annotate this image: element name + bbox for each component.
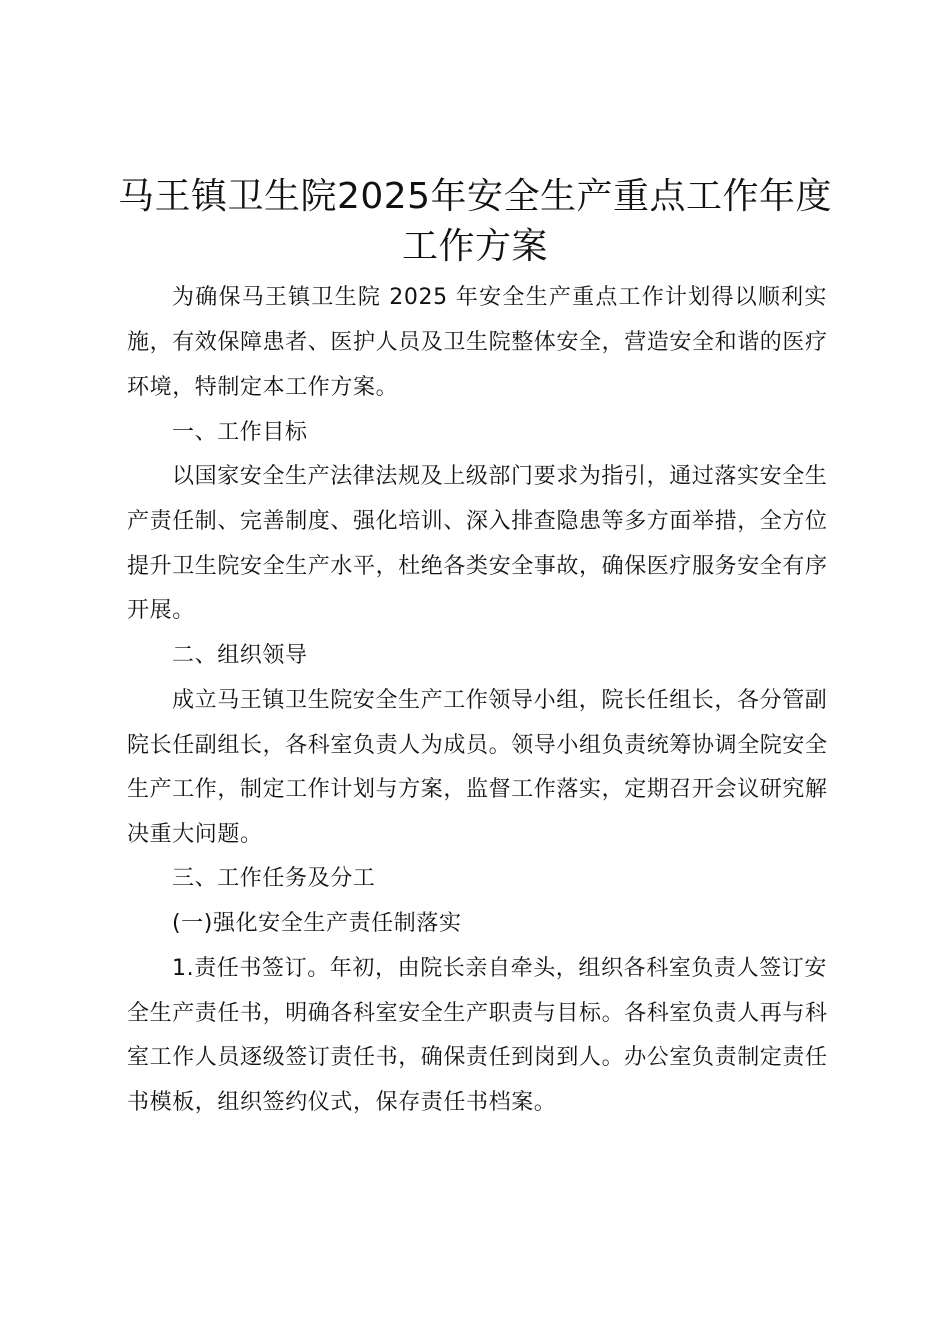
section-heading-goals: 一、工作目标	[172, 420, 308, 445]
paragraph-goals-line-2: 产责任制、完善制度、强化培训、深入排查隐患等多方面举措，全方位	[127, 509, 828, 534]
paragraph-intro-line-1: 为确保马王镇卫生院 2025 年安全生产重点工作计划得以顺利实	[172, 285, 827, 310]
paragraph-goals-line-1: 以国家安全生产法律法规及上级部门要求为指引，通过落实安全生	[172, 464, 828, 489]
paragraph-leadership-line-1: 成立马王镇卫生院安全生产工作领导小组，院长任组长，各分管副	[172, 688, 828, 713]
section-heading-tasks: 三、工作任务及分工	[172, 866, 376, 891]
paragraph-task-1-line-4: 书模板，组织签约仪式，保存责任书档案。	[127, 1090, 557, 1115]
paragraph-task-1-line-2: 全生产责任书，明确各科室安全生产职责与目标。各科室负责人再与科	[127, 1001, 828, 1026]
paragraph-task-1-line-1: 1.责任书签订。年初，由院长亲自牵头，组织各科室负责人签订安	[172, 956, 827, 981]
paragraph-goals-line-4: 开展。	[127, 598, 195, 623]
document-title-line-1: 马王镇卫生院2025年安全生产重点工作年度	[117, 176, 833, 217]
section-heading-leadership: 二、组织领导	[172, 643, 308, 668]
paragraph-intro-line-2: 施，有效保障患者、医护人员及卫生院整体安全，营造安全和谐的医疗	[127, 330, 828, 355]
paragraph-task-1-line-3: 室工作人员逐级签订责任书，确保责任到岗到人。办公室负责制定责任	[127, 1045, 828, 1070]
paragraph-goals-line-3: 提升卫生院安全生产水平，杜绝各类安全事故，确保医疗服务安全有序	[127, 554, 828, 579]
paragraph-leadership-line-2: 院长任副组长，各科室负责人为成员。领导小组负责统筹协调全院安全	[127, 733, 828, 758]
paragraph-intro-line-3: 环境，特制定本工作方案。	[127, 375, 399, 400]
paragraph-leadership-line-4: 决重大问题。	[127, 822, 263, 847]
paragraph-leadership-line-3: 生产工作，制定工作计划与方案，监督工作落实，定期召开会议研究解	[127, 777, 828, 802]
document-title-line-2: 工作方案	[401, 226, 548, 267]
subsection-heading-responsibility: (一)强化安全生产责任制落实	[172, 911, 462, 936]
